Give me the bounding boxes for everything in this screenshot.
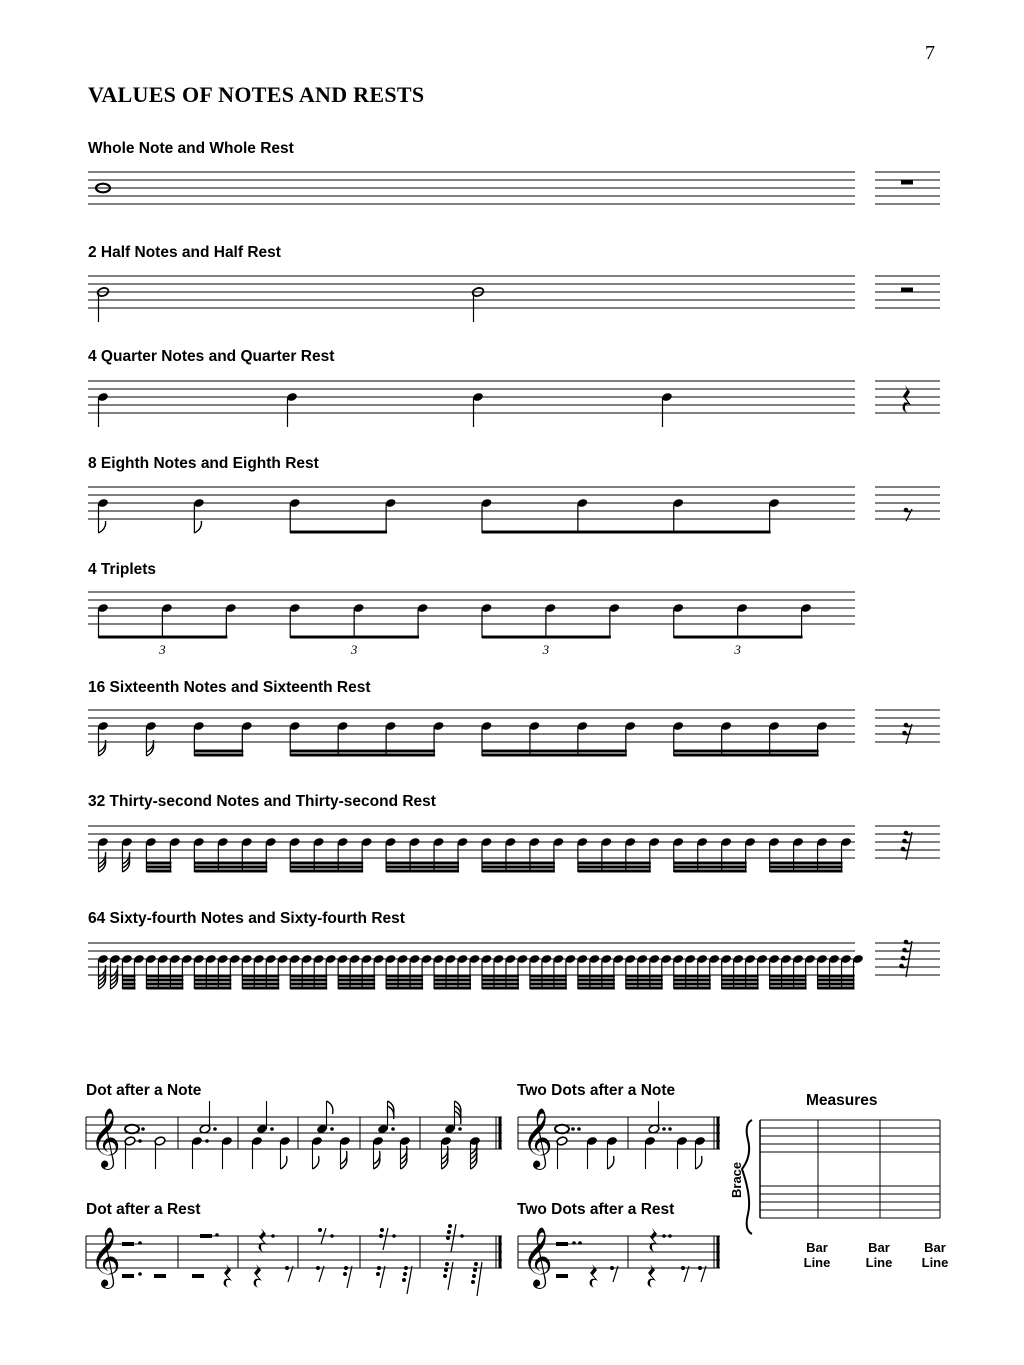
triplet-number: 3 <box>350 642 358 657</box>
augmentation-dot <box>662 1234 666 1238</box>
brace-icon <box>742 1120 752 1234</box>
rest-stem <box>407 1266 412 1294</box>
augmentation-dot <box>270 1127 274 1131</box>
rest-flag-dot <box>698 1266 702 1270</box>
measures-title: Measures <box>806 1092 878 1109</box>
augmentation-dot <box>138 1139 142 1143</box>
rest-block <box>122 1242 134 1246</box>
bar-line-label-2: Bar Line <box>865 1240 893 1270</box>
augmentation-dot <box>571 1127 575 1131</box>
section-title: 32 Thirty-second Notes and Thirty-second Rest <box>88 793 436 810</box>
note-flag <box>281 1156 287 1169</box>
rest-flag-dot <box>444 1268 448 1272</box>
page-title: VALUES OF NOTES AND RESTS <box>88 82 425 107</box>
triplet-number: 3 <box>542 642 550 657</box>
augmentation-dot <box>668 1234 672 1238</box>
rest-flag-dot <box>344 1266 348 1270</box>
quarter-rest <box>259 1228 267 1252</box>
augmentation-dot <box>572 1241 576 1245</box>
section-title: 2 Half Notes and Half Rest <box>88 244 281 261</box>
augmentation-dot <box>205 1139 209 1143</box>
augmentation-dot <box>392 1234 396 1238</box>
rest-block <box>200 1234 212 1238</box>
treble-clef-icon: 𝄞 <box>522 1108 553 1168</box>
note-flag <box>313 1156 319 1169</box>
rest-flag-dot <box>285 1266 289 1270</box>
whole-note-head <box>555 1125 569 1134</box>
section-title: 8 Eighth Notes and Eighth Rest <box>88 455 319 472</box>
rest-block <box>122 1274 134 1278</box>
section-title: Whole Note and Whole Rest <box>88 140 294 157</box>
note-flag <box>696 1156 702 1169</box>
rest-block <box>192 1274 204 1278</box>
augmentation-dot <box>213 1127 217 1131</box>
rest-stem <box>380 1266 385 1288</box>
section-title: 64 Sixty-fourth Notes and Sixty-fourth Rest <box>88 910 405 927</box>
rest-block <box>154 1274 166 1278</box>
rest-flag-dot <box>474 1262 478 1266</box>
augmentation-dot <box>458 1127 462 1131</box>
section-title: 4 Triplets <box>88 561 157 578</box>
augmentation-dot <box>141 1127 145 1131</box>
rest-flag-dot <box>443 1274 447 1278</box>
two-dots-after-rest-title: Two Dots after a Rest <box>517 1201 675 1218</box>
rest-flag-dot <box>404 1266 408 1270</box>
rest-stem <box>347 1266 352 1288</box>
dot-after-rest-title: Dot after a Rest <box>86 1201 201 1218</box>
rest-flag-dot <box>473 1268 477 1272</box>
page-number: 7 <box>925 42 935 64</box>
rest-flag-dot <box>446 1236 450 1240</box>
rest-flag-dot <box>472 1274 476 1278</box>
bar-line-label-1: Bar Line <box>803 1240 831 1270</box>
rest-stem <box>448 1262 453 1290</box>
rest-flag-dot <box>377 1266 381 1270</box>
rest-flag-dot <box>681 1266 685 1270</box>
rest-stem <box>383 1228 388 1250</box>
rest-stem <box>451 1224 456 1252</box>
rest-flag-dot <box>376 1272 380 1276</box>
treble-clef-icon: 𝄞 <box>90 1108 121 1168</box>
section-title: 4 Quarter Notes and Quarter Rest <box>88 348 335 365</box>
rest-flag-dot <box>448 1224 452 1228</box>
rest-flag-dot <box>318 1228 322 1232</box>
rest-flag-dot <box>343 1272 347 1276</box>
note-flag <box>327 1101 333 1114</box>
whole-note-head <box>125 1125 139 1134</box>
rest-flag-dot <box>402 1278 406 1282</box>
rest-stem <box>477 1262 482 1296</box>
rest-flag-dot <box>403 1272 407 1276</box>
bar-line-label-3: Bar Line <box>921 1240 949 1270</box>
augmentation-dot <box>215 1233 219 1237</box>
augmentation-dot <box>578 1241 582 1245</box>
rest-block <box>556 1274 568 1278</box>
augmentation-dot <box>662 1127 666 1131</box>
two-dots-after-note-title: Two Dots after a Note <box>517 1082 676 1099</box>
augmentation-dot <box>577 1127 581 1131</box>
quarter-rest <box>650 1228 658 1252</box>
rest-block <box>556 1242 568 1246</box>
augmentation-dot <box>330 1234 334 1238</box>
triplet-number: 3 <box>159 642 166 657</box>
rest-flag-dot <box>447 1230 451 1234</box>
augmentation-dot <box>138 1241 142 1245</box>
augmentation-dot <box>271 1234 275 1238</box>
augmentation-dot <box>460 1234 464 1238</box>
brace-label: Brace <box>729 1161 744 1198</box>
rest-flag-dot <box>445 1262 449 1266</box>
note-flag <box>608 1156 614 1169</box>
treble-clef-icon: 𝄞 <box>522 1227 553 1287</box>
rest-flag-dot <box>471 1280 475 1284</box>
section-title: 16 Sixteenth Notes and Sixteenth Rest <box>88 679 371 696</box>
augmentation-dot <box>391 1127 395 1131</box>
dot-after-note-title: Dot after a Note <box>86 1082 202 1099</box>
rest-flag-dot <box>379 1234 383 1238</box>
treble-clef-icon: 𝄞 <box>90 1227 121 1287</box>
augmentation-dot <box>668 1127 672 1131</box>
rest-flag-dot <box>610 1266 614 1270</box>
triplet-number: 3 <box>734 642 741 657</box>
rest-flag-dot <box>380 1228 384 1232</box>
rest-flag-dot <box>316 1266 320 1270</box>
augmentation-dot <box>330 1127 334 1131</box>
augmentation-dot <box>138 1272 142 1276</box>
